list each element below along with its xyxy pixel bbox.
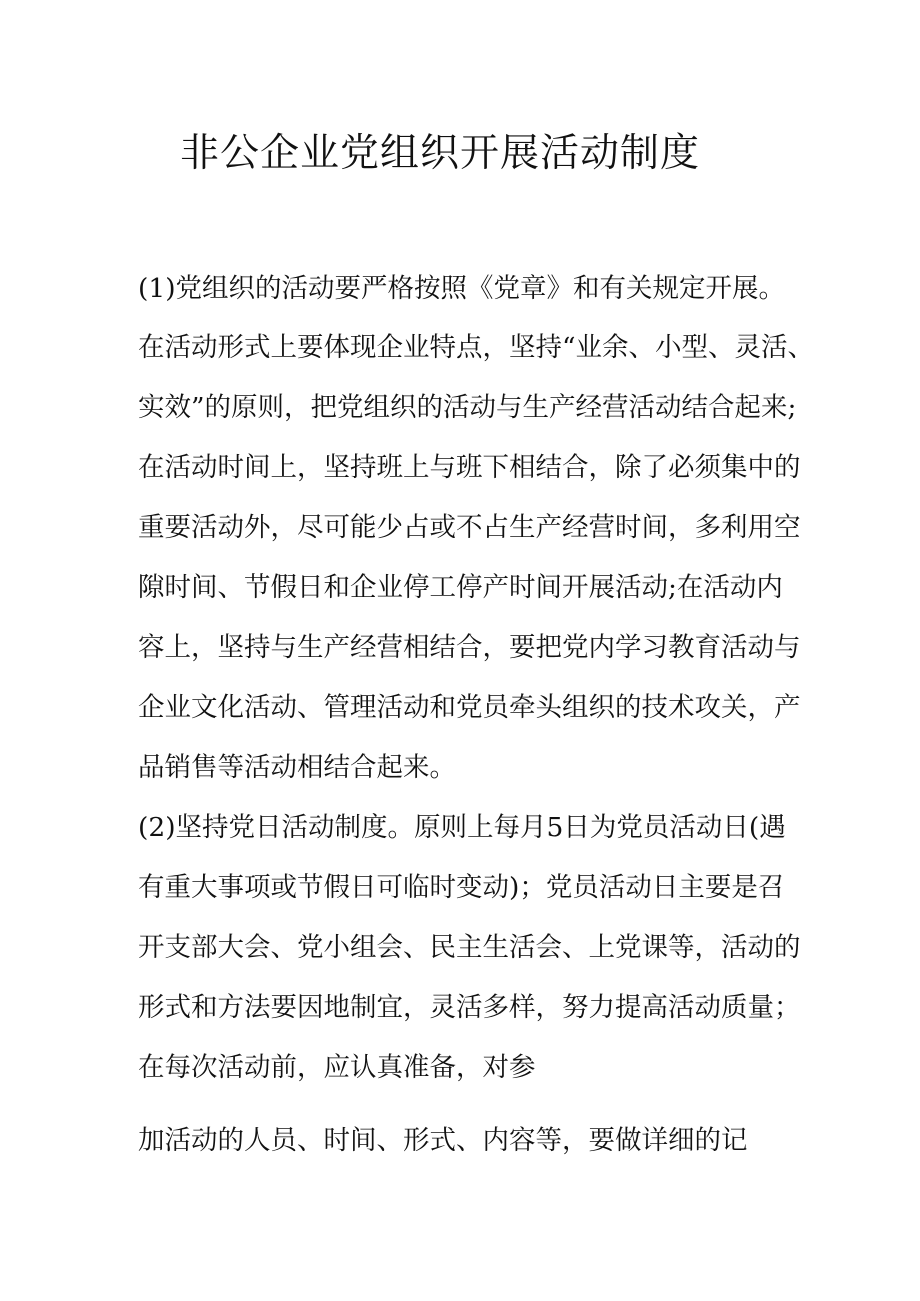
body-line: (1)党组织的活动要严格按照《党章》和有关规定开展。: [138, 273, 786, 304]
body-line: 容上，坚持与生产经营相结合，要把党内学习教育活动与: [138, 632, 801, 663]
document-title: 非公企业党组织开展活动制度: [180, 131, 701, 176]
body-line: 品销售等活动相结合起来。: [138, 752, 456, 783]
body-line: 实效”的原则，把党组织的活动与生产经营活动结合起来;: [138, 392, 797, 423]
body-line: 形式和方法要因地制宜，灵活多样，努力提高活动质量；: [138, 992, 801, 1023]
body-line: 有重大事项或节假日可临时变动)；党员活动日主要是召: [138, 872, 785, 903]
body-line: 加活动的人员、时间、形式、内容等，要做详细的记: [138, 1125, 748, 1156]
body-line: 隙时间、节假日和企业停工停产时间开展活动;在活动内: [138, 572, 783, 603]
body-line: 企业文化活动、管理活动和党员牵头组织的技术攻关，产: [138, 692, 801, 723]
body-line: 开支部大会、党小组会、民主生活会、上党课等，活动的: [138, 932, 801, 963]
body-line: 在活动时间上，坚持班上与班下相结合，除了必须集中的: [138, 452, 801, 483]
body-line: 在每次活动前，应认真准备，对参: [138, 1052, 536, 1083]
body-line: (2)坚持党日活动制度。原则上每月5日为党员活动日(遇: [138, 812, 786, 843]
body-line: 在活动形式上要体现企业特点，坚持“业余、小型、灵活、: [138, 332, 815, 363]
body-line: 重要活动外，尽可能少占或不占生产经营时间，多利用空: [138, 512, 801, 543]
